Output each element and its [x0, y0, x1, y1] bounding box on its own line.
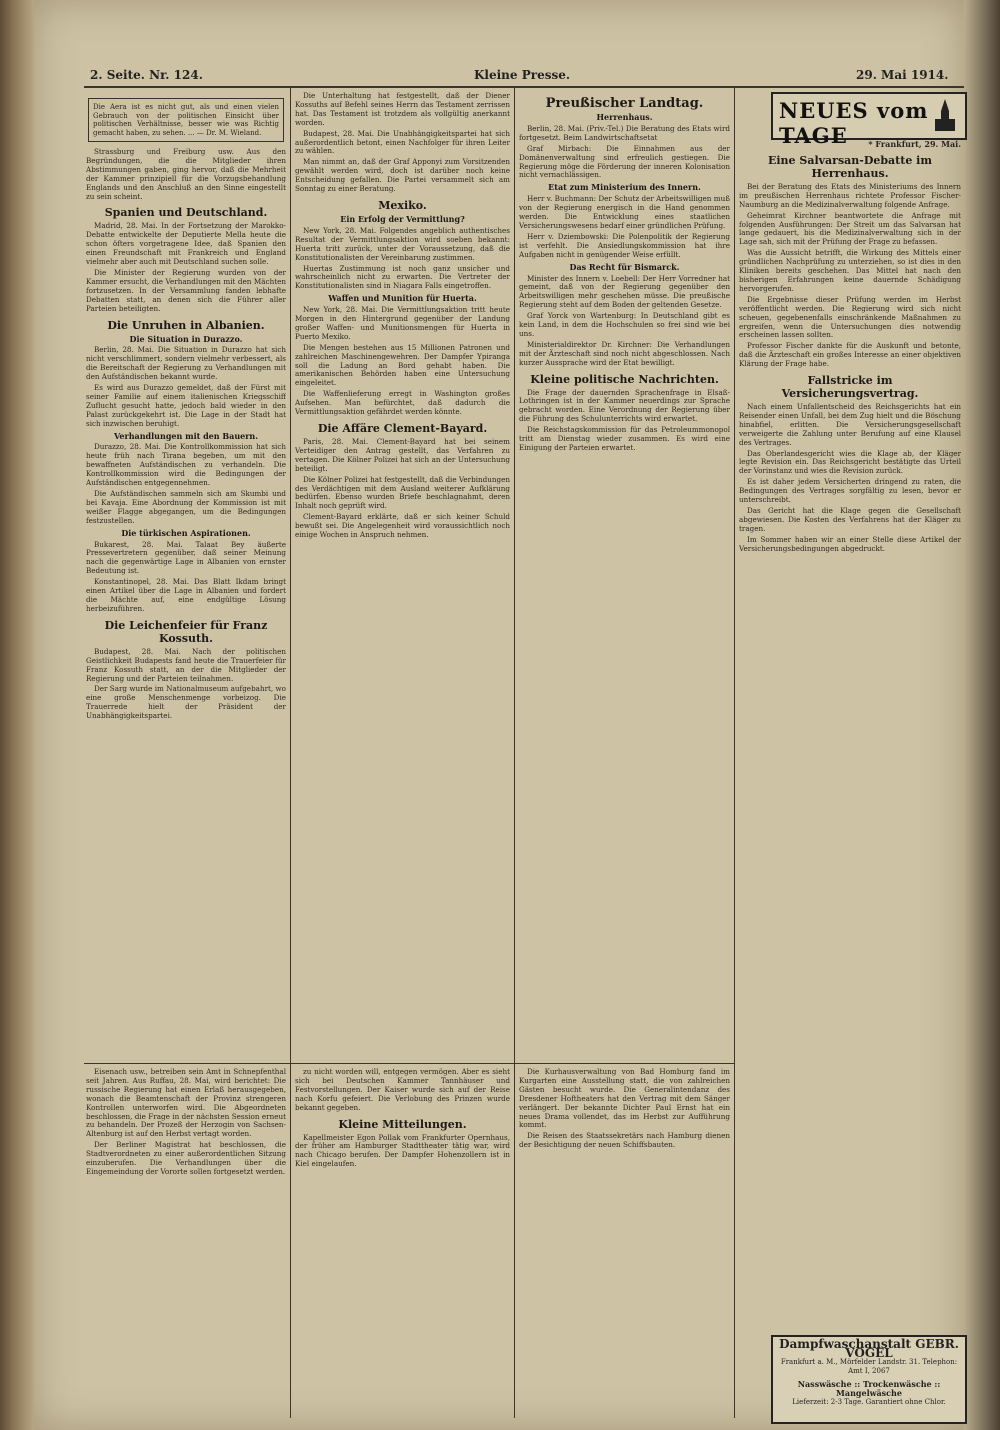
article-text: Strassburg und Freiburg usw. Aus den Begründungen, die die Mitglieder ihren Abstimmungen gaben, ging hervor, daß die Mehrheit der Kammer prinzipiell für die Vorzugsbehandlung Englands und den Anschluß an den Sinne eingestellt zu sein scheint. [86, 147, 286, 201]
publication-name: Kleine Presse. [474, 68, 571, 82]
headline-mexico: Mexiko. [378, 198, 427, 212]
article-text: Paris, 28. Mai. Clement-Bayard hat bei seinem Verteidiger den Antrag gestellt, das Verfahren zu vertagen. Die Kölner Polizei hat sich an der Untersuchung beteiligt. [295, 437, 510, 473]
article-text: Die Frage der dauernden Sprachenfrage in Elsaß-Lothringen ist in der Kammer neuerdings zur Sprache gebracht worden. Eine Verordnung der Regierung über die Führung des Schulunterrichts wird erwartet. [519, 387, 730, 424]
cathedral-icon [931, 97, 959, 133]
dateline: * Frankfurt, 29. Mai. [868, 140, 961, 149]
lower-column-3: Die Kurhausverwaltung von Bad Homburg fand im Kurgarten eine Ausstellung statt, die von zahlreichen Gästen besucht wurde. Die Generalintendanz des Dresdener Hoftheaters hat den Vertrag mit dem Sänger verlängert. Der bekannte Dichter Paul Ernst hat ein neues Drama vollendet, das im Herbst zur Aufführung kommt. Die Reisen des Staatssekretärs nach Hamburg dienen der Besichtigung der neuen Schiffsbauten. [519, 1068, 730, 1150]
article-text: Madrid, 28. Mai. In der Fortsetzung der Marokko-Debatte entwickelte der Deputierte Mella heute die schon öfters vorgetragene Idee, daß Spanien den einen Freundschaft mit Frankreich und England vielmehr aber auch mit Deutschland suchen solle. [86, 221, 286, 267]
article-text: Das Oberlandesgericht wies die Klage ab, der Kläger legte Revision ein. Das Reichsgericht bestätigte das Urteil der Vorinstanz und wies die Revision zurück. [739, 448, 961, 476]
headline-clement-bayard: Die Affäre Clement-Bayard. [317, 422, 488, 435]
article-text: Bei der Beratung des Etats des Ministeriums des Innern im preußischen Herrenhaus richtete Professor Fischer-Naumburg an die Medizinalverwaltung folgende Anfrage. [739, 181, 961, 209]
article-text: Die Unterhaltung hat festgestellt, daß der Diener Kossuths auf Befehl seines Herrn das Testament zerrissen hat. Das Testament ist trotzdem als vollgültig anerkannt worden. [295, 92, 510, 127]
column-rule [514, 88, 515, 1418]
headline-spain: Spanien und Deutschland. [104, 206, 268, 220]
lower-column-2 [295, 1068, 510, 1418]
lower-column-1: Eisenach usw., betreiben sein Amt in Schnepfenthal seit Jahren. Aus Ruffau, 28. Mai, wird berichtet: Die russische Regierung hat einen Erlaß herausgegeben, wonach die Beamtenschaft der Provinz strengeren Kontrollen unterworfen wird. Die Abgeordneten beschlossen, die Frage in der nächsten Session erneut zu behandeln. Der Prozeß der Herzogin von Sachsen-Altenburg ist auf den Herbst vertagt worden. Der Berliner Magistrat hat beschlossen, die Stadtverordneten zu einer außerordentlichen Sitzung einzuberufen. Die Verhandlungen über die Eingemeindung der Vororte sollen fortgesetzt werden. [86, 1068, 286, 1176]
headline-versicherung: Fallstricke im Versicherungsvertrag. [781, 374, 919, 401]
article-text: Durazzo, 28. Mai. Die Kontrollkommission hat sich heute früh nach Tirana begeben, um mit den bewaffneten Aufständischen zu verhandeln. Die Kontrollkommission wird die Bedingungen der Aufständischen entgegennehmen. [86, 442, 286, 488]
article-text: Geheimrat Kirchner beantwortete die Anfrage mit folgenden Ausführungen: Der Streit um das Salvarsan hat lange gedauert, bis die Medizinalverwaltung sich in der Lage sah, sich mit der Prüfung der Frage zu befassen. [739, 210, 961, 247]
article-text: Graf Mirbach: Die Einnahmen aus der Domänenverwaltung sind erfreulich gestiegen. Die Regierung möge die Förderung der inneren Kolonisation nicht vernachlässigen. [519, 143, 730, 180]
headline-landtag: Preußischer Landtag. [545, 96, 704, 111]
article-text: Berlin, 28. Mai. (Priv.-Tel.) Die Beratung des Etats wird fortgesetzt. Beim Landwirtschaftsetat [519, 123, 730, 142]
article-text: Budapest, 28. Mai. Nach der politischen Geistlichkeit Budapests fand heute die Trauerfeier für Franz Kossuth statt, an der die Mitglieder der Regierung und der Parteien teilnahmen. [86, 646, 286, 683]
header-rule [84, 86, 964, 88]
column-2: Die Unterhaltung hat festgestellt, daß der Diener Kossuths auf Befehl seines Herrn das Testament zerrissen hat. Das Testament ist trotzdem als vollgültig anerkannt worden. Budapest, 28. Mai. Die Unabhängigkeitspartei hat sich außerordentlich betont, einen Nachfolger für ihren Leiter zu wählen. Man nimmt an, daß der Graf Apponyi zum Vorsitzenden gewählt werden wird, doch ist darüber noch keine Entscheidung gefallen. Die Partei versammelt sich am Sonntag zu einer Beratung. Mexiko. Ein Erfolg der Vermittlung? New York, 28. Mai. Folgendes angeblich authentisches Resultat der Vermittlungsaktion wird soeben bekannt: Huerta tritt zurück, unter der Voraussetzung, daß die Konstitutionalisten der Vereinbarung zustimmen. Huertas Zustimmung ist noch ganz unsicher und wahrscheinlich nicht zu erwarten. Die Vertreter der Konstitutionalisten sind in Niagara Falls eingetroffen. Waffen und Munition für Huerta. New York, 28. Mai. Die Vermittlungsaktion tritt heute Morgen in den Hintergrund gegenüber der Landung großer Waffen- und Munitionsmengen für Huerta in Puerto Mexiko. Die Mengen bestehen aus 15 Millionen Patronen und zahlreichen Maschinengewehren. Der Dampfer Ypiranga soll die Ladung an Bord gehabt haben. Die amerikanischen Behörden haben eine Untersuchung eingeleitet. Die Waffenlieferung erregt in Washington großes Aufsehen. Man befürchtet, daß dadurch die Vermittlungsaktion gefährdet werden könnte. Die Affäre Clement-Bayard. Paris, 28. Mai. Clement-Bayard hat bei seinem Verteidiger den Antrag gestellt, das Verfahren zu vertagen. Die Kölner Polizei hat sich an der Untersuchung beteiligt. Die Kölner Polizei hat festgestellt, daß die Verbindungen des Verdächtigen mit dem Ausland weiterer Aufklärung bedürfen. Ebenso wurden Briefe beschlagnahmt, deren Inhalt noch geprüft wird. Clement-Bayard erklärte, daß er sich keiner Schuld bewußt sei. Die Angelegenheit wird voraussichtlich noch einige Wochen in Anspruch nehmen. [295, 92, 510, 540]
article-text: Eisenach usw., betreiben sein Amt in Schnepfenthal seit Jahren. Aus Ruffau, 28. Mai, wird berichtet: Die russische Regierung hat einen Erlaß herausgegeben, wonach die Beamtenschaft der Provinz strengeren Kontrollen unterworfen wird. Die Abgeordneten beschlossen, die Frage in der nächsten Session erneut zu behandeln. Der Prozeß der Herzogin von Sachsen-Altenburg ist auf den Herbst vertagt worden. [86, 1068, 286, 1139]
ad-footer: Lieferzeit: 2-3 Tage. Garantiert ohne Chlor. [792, 1398, 946, 1406]
column-3: Preußischer Landtag. Herrenhaus. Berlin, 28. Mai. (Priv.-Tel.) Die Beratung des Etats wird fortgesetzt. Beim Landwirtschaftsetat Graf Mirbach: Die Einnahmen aus der Domänenverwaltung sind erfreulich gestiegen. Die Regierung möge die Förderung der inneren Kolonisation nicht vernachlässigen. Etat zum Ministerium des Innern. Herr v. Buchmann: Der Schutz der Arbeitswilligen muß von der Regierung energisch in die Hand genommen werden. Die Entwicklung eines staatlichen Versicherungswesens bedarf einer gründlichen Prüfung. Herr v. Dziembowski: Die Polenpolitik der Regierung ist verfehlt. Die Ansiedlungskommission hat ihre Aufgaben nicht in genügender Weise erfüllt. Das Recht für Bismarck. Minister des Innern v. Loebell: Der Herr Vorredner hat gemeint, daß von der Regierung gegenüber den Arbeitswilligen mehr geschehen müsse. Die preußische Regierung steht auf dem Boden der geltenden Gesetze. Graf Yorck von Wartenburg: In Deutschland gibt es kein Land, in dem die Hochschulen so frei sind wie bei uns. Ministerialdirektor Dr. Kirchner: Die Verhandlungen mit der Ärzteschaft sind noch nicht abgeschlossen. Nach kurzer Aussprache wird der Etat bewilligt. Kleine politische Nachrichten. Die Frage der dauernden Sprachenfrage in Elsaß-Lothringen ist in der Kammer neuerdings zur Sprache gebracht worden. Eine Verordnung der Regierung über die Führung des Schulunterrichts wird erwartet. Die Reichstagskommission für das Petroleummonopol tritt am Dienstag wieder zusammen. Es wird eine Einigung der Parteien erwartet. [519, 96, 730, 452]
column-1: Die Aera ist es nicht gut, als und einen vielen Gebrauch von der politischen Einsicht über politischen Verhältnisse, besser wie was Richtig gemacht haben, zu sehen. ... — Dr. M. Wieland. Strassburg und Freiburg usw. Aus den Begründungen, die die Mitglieder ihren Abstimmungen gaben, ging hervor, daß die Mehrheit der Kammer prinzipiell für die Vorzugsbehandlung Englands und den Anschluß an den Sinne eingestellt zu sein scheint. Spanien und Deutschland. Madrid, 28. Mai. In der Fortsetzung der Marokko-Debatte entwickelte der Deputierte Mella heute die schon öfters vorgetragene Idee, daß Spanien den einen Freundschaft mit Frankreich und England vielmehr aber auch mit Deutschland suchen solle. Die Minister der Regierung wurden von der Kammer ersucht, die Verhandlungen mit den Mächten fortzusetzen. In der Versammlung fanden lebhafte Debatten statt, an denen sich die Führer aller Parteien beteiligten. Die Unruhen in Albanien. Die Situation in Durazzo. Berlin, 28. Mai. Die Situation in Durazzo hat sich nicht verschlimmert, sondern vielmehr verbessert, als die Bereitschaft der Regierung zu Verhandlungen mit den Aufständischen bekannt wurde. Es wird aus Durazzo gemeldet, daß der Fürst mit seiner Familie auf einem italienischen Kriegsschiff Zuflucht gesucht hatte, jedoch bald wieder in den Palast zurückgekehrt ist. Die Lage in der Stadt hat sich inzwischen beruhigt. Verhandlungen mit den Bauern. Durazzo, 28. Mai. Die Kontrollkommission hat sich heute früh nach Tirana begeben, um mit den bewaffneten Aufständischen zu verhandeln. Die Kontrollkommission wird die Bedingungen der Aufständischen entgegennehmen. Die Aufständischen sammeln sich am Skumbi und bei Kavaja. Eine Abordnung der Kommission ist mit weißer Flagge abgegangen, um die Bedingungen festzustellen. Die türkischen Aspirationen. Bukarest, 28. Mai. Talaat Bey äußerte Pressevertretern gegenüber, daß seiner Meinung nach die gegenwärtige Lage in Albanien von ernster Bedeutung ist. Konstantinopel, 28. Mai. Das Blatt Ikdam bringt einen Artikel über die Lage in Albanien und fordert die Mächte auf, eine endgültige Lösung herbeizuführen. Die Leichenfeier für Franz Kossuth. Budapest, 28. Mai. Nach der politischen Geistlichkeit Budapests fand heute die Trauerfeier für Franz Kossuth statt, an der die Mitglieder der Regierung und der Parteien teilnahmen. Der Sarg wurde im Nationalmuseum aufgebahrt, wo eine große Menschenmenge vorbeizog. Die Trauerrede hielt der Präsident der Unabhängigkeitspartei. [86, 92, 286, 1060]
book-binding [0, 0, 34, 1430]
quote-box: Die Aera ist es nicht gut, als und einen vielen Gebrauch von der politischen Einsicht über politischen Verhältnisse, besser wie was Richtig gemacht haben, zu sehen. ... — Dr. M. Wieland. [88, 98, 284, 142]
column-rule [734, 88, 735, 1418]
headline-albania: Die Unruhen in Albanien. [107, 318, 265, 332]
subhead: Verhandlungen mit den Bauern. [113, 430, 259, 441]
article-text: Kapellmeister Egon Pollak vom Frankfurter Opernhaus, der früher am Hamburger Stadttheater tätig war, wird nach Chicago berufen. Der Dampfer Hohenzollern ist in Kiel eingelaufen. [295, 1132, 510, 1169]
article-text: zu nicht worden will, entgegen vermögen. Aber es sieht sich bei Deutschen Kammer Tannhäuser und Festvorstellungen. Der Kaiser wurde sich auf der Reise nach Korfu gefeiert. Die Verlobung des Prinzen wurde bekannt gegeben. [295, 1068, 510, 1112]
advertisement [771, 1335, 967, 1424]
masthead-title: NEUES vom TAGE [779, 98, 929, 148]
headline-kossuth: Die Leichenfeier für Franz Kossuth. [104, 618, 268, 645]
article-text: Bukarest, 28. Mai. Talaat Bey äußerte Pressevertretern gegenüber, daß seiner Meinung nach die gegenwärtige Lage in Albanien von ernster Bedeutung ist. [86, 539, 286, 576]
page-number: 2. Seite. Nr. 124. [90, 68, 203, 82]
ad-address: Frankfurt a. M., Mörfelder Landstr. 31. Telephon: Amt I, 2067 [780, 1358, 958, 1375]
article-text: Budapest, 28. Mai. Die Unabhängigkeitspartei hat sich außerordentlich betont, einen Nachfolger für ihren Leiter zu wählen. [295, 128, 510, 156]
column-4: * Frankfurt, 29. Mai. Eine Salvarsan-Debatte im Herrenhaus. Bei der Beratung des Etats des Ministeriums des Innern im preußischen Herrenhaus richtete Professor Fischer-Naumburg an die Medizinalverwaltung folgende Anfrage. Geheimrat Kirchner beantwortete die Anfrage mit folgenden Ausführungen: Der Streit um das Salvarsan hat lange gedauert, bis die Medizinalverwaltung sich in der Lage sah, sich mit der Prüfung der Frage zu befassen. Was die Aussicht betrifft, die Wirkung des Mittels einer gründlichen Nachprüfung zu unterziehen, so ist dies in den Kliniken bereits geschehen. Das Mittel hat nach den bisherigen Erfahrungen keine dauernde Schädigung hervorgerufen. Die Ergebnisse dieser Prüfung werden im Herbst veröffentlicht werden. Die Regierung wird sich nicht scheuen, gegebenenfalls einschränkende Maßnahmen zu ergreifen, wenn die Untersuchungen dies notwendig erscheinen lassen sollten. Professor Fischer dankte für die Auskunft und betonte, daß die Ärzteschaft ein großes Interesse an einer objektiven Klärung der Frage habe. Fallstricke im Versicherungsvertrag. Nach einem Unfallentscheid des Reichsgerichts hat ein Reisender einen Unfall, bei dem Zug hielt und die Böschung hinabfiel, erlitten. Die Versicherungsgesellschaft verweigerte die Zahlung unter Berufung auf eine Klausel des Vertrages. Das Oberlandesgericht wies die Klage ab, der Kläger legte Revision ein. Das Reichsgericht bestätigte das Urteil der Vorinstanz und wies die Revision zurück. Es ist daher jedem Versicherten dringend zu raten, die Bedingungen des Vertrages sorgfältig zu lesen, bevor er unterschreibt. Das Gericht hat die Klage gegen die Gesellschaft abgewiesen. Die Kosten des Verfahrens hat der Kläger zu tragen. Im Sommer haben wir an einer Stelle diese Artikel der Versicherungsbedingungen abgedruckt. [739, 140, 961, 553]
subhead: Waffen und Munition für Huerta. [328, 293, 477, 304]
article-text: Berlin, 28. Mai. Die Situation in Durazzo hat sich nicht verschlimmert, sondern vielmehr verbessert, als die Bereitschaft der Regierung zu Verhandlungen mit den Aufständischen bekannt wurde. [86, 345, 286, 382]
next-page-edge [964, 0, 1000, 1430]
headline-kleine-mitteilungen: Kleine Mitteilungen. [338, 1117, 467, 1131]
article-text: Die Kurhausverwaltung von Bad Homburg fand im Kurgarten eine Ausstellung statt, die von zahlreichen Gästen besucht wurde. Die Generalintendanz des Dresdener Hoftheaters hat den Vertrag mit dem Sänger verlängert. Der bekannte Dichter Paul Ernst hat ein neues Drama vollendet, das im Herbst zur Aufführung kommt. [519, 1068, 730, 1130]
subhead: Ein Erfolg der Vermittlung? [340, 213, 465, 224]
subhead: Die Situation in Durazzo. [129, 333, 243, 344]
column-rule [290, 1063, 291, 1418]
article-text: Graf Yorck von Wartenburg: In Deutschland gibt es kein Land, in dem die Hochschulen so frei sind wie bei uns. [519, 311, 730, 338]
article-text: New York, 28. Mai. Folgendes angeblich authentisches Resultat der Vermittlungsaktion wird soeben bekannt: Huerta tritt zurück, unter der Voraussetzung, daß die Konstitutionalisten der Vereinbarung zustimmen. [295, 225, 510, 262]
headline-kleine-politische: Kleine politische Nachrichten. [530, 372, 719, 386]
article-text: New York, 28. Mai. Die Vermittlungsaktion tritt heute Morgen in den Hintergrund gegenüber der Landung großer Waffen- und Munitionsmengen für Huerta in Puerto Mexiko. [295, 305, 510, 341]
ad-title: Dampfwaschanstalt GEBR. VOGEL [779, 1337, 959, 1360]
article-text: Im Sommer haben wir an einer Stelle diese Artikel der Versicherungsbedingungen abgedruckt. [739, 534, 961, 553]
article-text: Nach einem Unfallentscheid des Reichsgerichts hat ein Reisender einen Unfall, bei dem Zug hielt und die Böschung hinabfiel, erlitten. Die Versicherungsgesellschaft verweigerte die Zahlung unter Berufung auf eine Klausel des Vertrages. [739, 402, 961, 447]
subhead: Herrenhaus. [596, 112, 653, 122]
subhead: Etat zum Ministerium des Innern. [548, 182, 701, 193]
article-text: Was die Aussicht betrifft, die Wirkung des Mittels einer gründlichen Nachprüfung zu unterziehen, so ist dies in den Kliniken bereits geschehen. Das Mittel hat nach den bisherigen Erfahrungen keine dauernde Schädigung hervorgerufen. [739, 248, 961, 293]
article-text: Herr v. Buchmann: Der Schutz der Arbeitswilligen muß von der Regierung energisch in die Hand genommen werden. Die Entwicklung eines staatlichen Versicherungswesens bedarf einer gründlichen Prüfung. [519, 194, 730, 230]
section-rule [84, 1063, 734, 1064]
subhead: Das Recht für Bismarck. [569, 261, 680, 272]
headline-salvarsan: Eine Salvarsan-Debatte im Herrenhaus. [767, 153, 932, 180]
subhead: Die türkischen Aspirationen. [121, 527, 251, 538]
article-text: Minister des Innern v. Loebell: Der Herr Vorredner hat gemeint, daß von der Regierung gegenüber den Arbeitswilligen mehr geschehen müsse. Die preußische Regierung steht auf dem Boden der geltenden Gesetze. [519, 273, 730, 310]
newspaper-page [34, 0, 964, 1430]
issue-date: 29. Mai 1914. [856, 68, 949, 82]
article-text: Das Gericht hat die Klage gegen die Gesellschaft abgewiesen. Die Kosten des Verfahrens hat der Kläger zu tragen. [739, 506, 961, 533]
column-rule [290, 88, 291, 1063]
ad-services: Nasswäsche :: Trockenwäsche :: Mangelwäsche [797, 1379, 941, 1398]
